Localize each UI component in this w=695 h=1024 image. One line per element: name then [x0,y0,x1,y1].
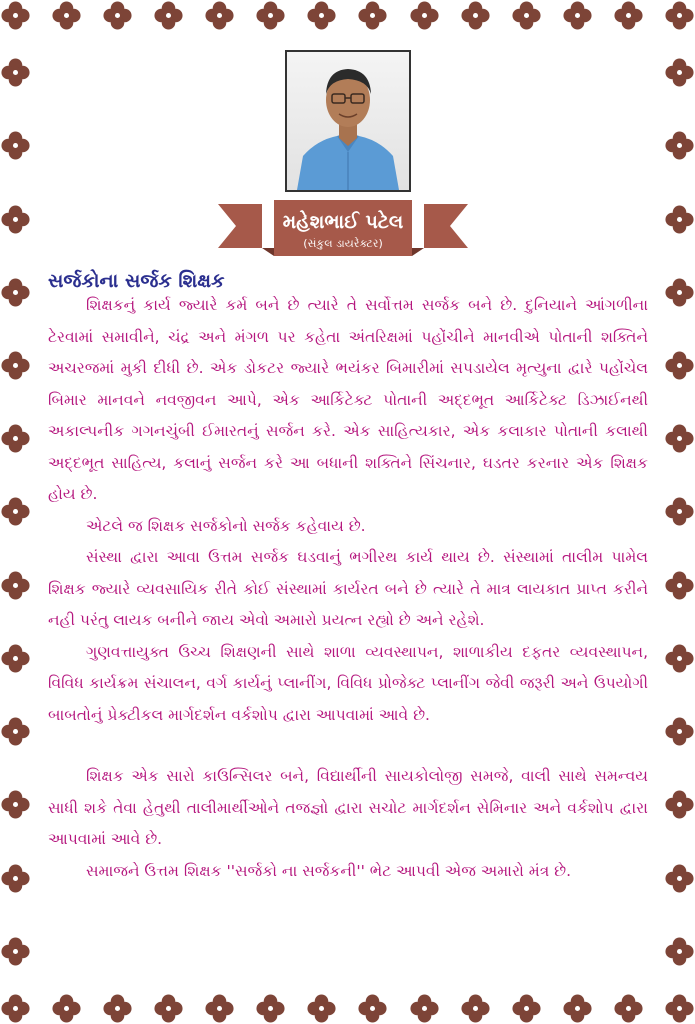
clover-ornament-icon [664,277,695,308]
left-border [0,36,31,988]
clover-ornament-icon [664,716,695,747]
clover-ornament-icon [306,0,337,31]
clover-ornament-icon [664,350,695,381]
clover-ornament-icon [0,643,31,674]
clover-ornament-icon [0,936,31,967]
paragraph: શિક્ષક એક સારો કાઉન્સિલર બને, વિદ્યાર્થીની સાયકોલોજી સમજે, વાલી સાથે સમન્વય સાધી શકે તેવા હેતુથી તાલીમાર્થીઓને તજજ્ઞો દ્વારા સચોટ માર્ગદર્શન સેમિનાર અને વર્કશોપ દ્વારા આપવામાં આવે છે. [48,767,648,848]
paragraph: શિક્ષકનું કાર્ય જ્યારે કર્મ બને છે ત્યારે તે સર્વોત્તમ સર્જક બને છે. દુનિયાને આંગળીના ટેરવામાં સમાવીને, ચંદ્ર અને મંગળ પર કહેતા અંતરિક્ષમાં પહોંચીને માનવીએ પોતાની શક્તિને અચરજમાં મુકી દીધી છે. એક ડોકટર જ્યારે ભયંકર બિમારીમાં સપડાયેલ મૃત્યુના દ્વારે પહોંચેલ બિમાર માનવને નવજીવન આપે, એક આર્કિટેક્ટ પોતાની અદ્દભૂત આર્કિટેક્ટ ડિઝાઈનથી અકાલ્પનીક ગગનચુંબી ઈમારતનું સર્જન કરે. એક સાહિત્યકાર, એક કલાકાર પોતાની કલાથી અદ્દભૂત સાહિત્ય, કલાનું સર્જન કરે આ બધાની શક્તિને સિંચનાર, ઘડતર કરનાર એક શિક્ષક હોય છે. [48,296,648,503]
clover-ornament-icon [0,789,31,820]
person-role: (સંકુલ ડાયરેક્ટર) [303,237,383,250]
clover-ornament-icon [664,643,695,674]
clover-ornament-icon [664,0,695,31]
clover-ornament-icon [664,130,695,161]
clover-ornament-icon [0,204,31,235]
clover-ornament-icon [0,277,31,308]
clover-ornament-icon [357,0,388,31]
right-border [664,36,695,988]
clover-ornament-icon [0,350,31,381]
top-border [0,0,695,31]
clover-ornament-icon [306,993,337,1024]
clover-ornament-icon [204,0,235,31]
clover-ornament-icon [102,993,133,1024]
clover-ornament-icon [0,863,31,894]
clover-ornament-icon [0,496,31,527]
clover-ornament-icon [409,993,440,1024]
article-body [48,290,648,887]
clover-ornament-icon [664,789,695,820]
paragraph: સમાજને ઉત્તમ શિક્ષક ''સર્જકો ના સર્જકની'' ભેટ આપવી એજ અમારો મંત્ર છે. [86,861,572,880]
clover-ornament-icon [409,0,440,31]
clover-ornament-icon [664,570,695,601]
clover-ornament-icon [255,0,286,31]
clover-ornament-icon [0,993,31,1024]
clover-ornament-icon [511,0,542,31]
clover-ornament-icon [460,993,491,1024]
clover-ornament-icon [664,936,695,967]
clover-ornament-icon [613,0,644,31]
clover-ornament-icon [255,993,286,1024]
clover-ornament-icon [0,0,31,31]
clover-ornament-icon [0,130,31,161]
clover-ornament-icon [664,863,695,894]
clover-ornament-icon [562,0,593,31]
clover-ornament-icon [51,0,82,31]
name-ribbon [218,200,468,264]
clover-ornament-icon [0,570,31,601]
clover-ornament-icon [204,993,235,1024]
bottom-border [0,993,695,1024]
article-heading: સર્જકોના સર્જક શિક્ષક [48,270,225,292]
clover-ornament-icon [357,993,388,1024]
person-name: મહેશભાઈ પટેલ [282,211,404,233]
clover-ornament-icon [460,0,491,31]
portrait-photo [285,50,411,192]
clover-ornament-icon [153,0,184,31]
clover-ornament-icon [664,993,695,1024]
clover-ornament-icon [102,0,133,31]
paragraph: ગુણવત્તાયુક્ત ઉચ્ચ શિક્ષણની સાથે શાળા વ્યવસ્થાપન, શાળાકીય દફતર વ્યવસ્થાપન, વિવિધ કાર્યક્રમ સંચાલન, વર્ગ કાર્યનું પ્લાનીંગ, વિવિધ પ્રોજેક્ટ પ્લાનીંગ જેવી જરૂરી અને ઉપયોગી બાબતોનું પ્રેક્ટીકલ માર્ગદર્શન વર્કશોપ દ્વારા આપવામાં આવે છે. [48,642,648,724]
clover-ornament-icon [0,57,31,88]
clover-ornament-icon [0,423,31,454]
clover-ornament-icon [613,993,644,1024]
clover-ornament-icon [0,716,31,747]
clover-ornament-icon [664,57,695,88]
paragraph: સંસ્થા દ્વારા આવા ઉત્તમ સર્જક ઘડવાનું ભગીરથ કાર્ય થાય છે. સંસ્થામાં તાલીમ પામેલ શિક્ષક જ્યારે વ્યવસાયિક રીતે કોઈ સંસ્થામાં કાર્યરત બને છે ત્યારે તે માત્ર લાયકાત પ્રાપ્ત કરીને નહી પરંતુ લાયક બનીને જાય એવો અમારો પ્રયત્ન રહ્યો છે અને રહેશે. [48,548,648,629]
clover-ornament-icon [562,993,593,1024]
clover-ornament-icon [153,993,184,1024]
paragraph: એટલે જ શિક્ષક સર્જકોનો સર્જક કહેવાય છે. [86,516,366,535]
clover-ornament-icon [664,423,695,454]
clover-ornament-icon [664,496,695,527]
clover-ornament-icon [51,993,82,1024]
clover-ornament-icon [511,993,542,1024]
clover-ornament-icon [664,204,695,235]
